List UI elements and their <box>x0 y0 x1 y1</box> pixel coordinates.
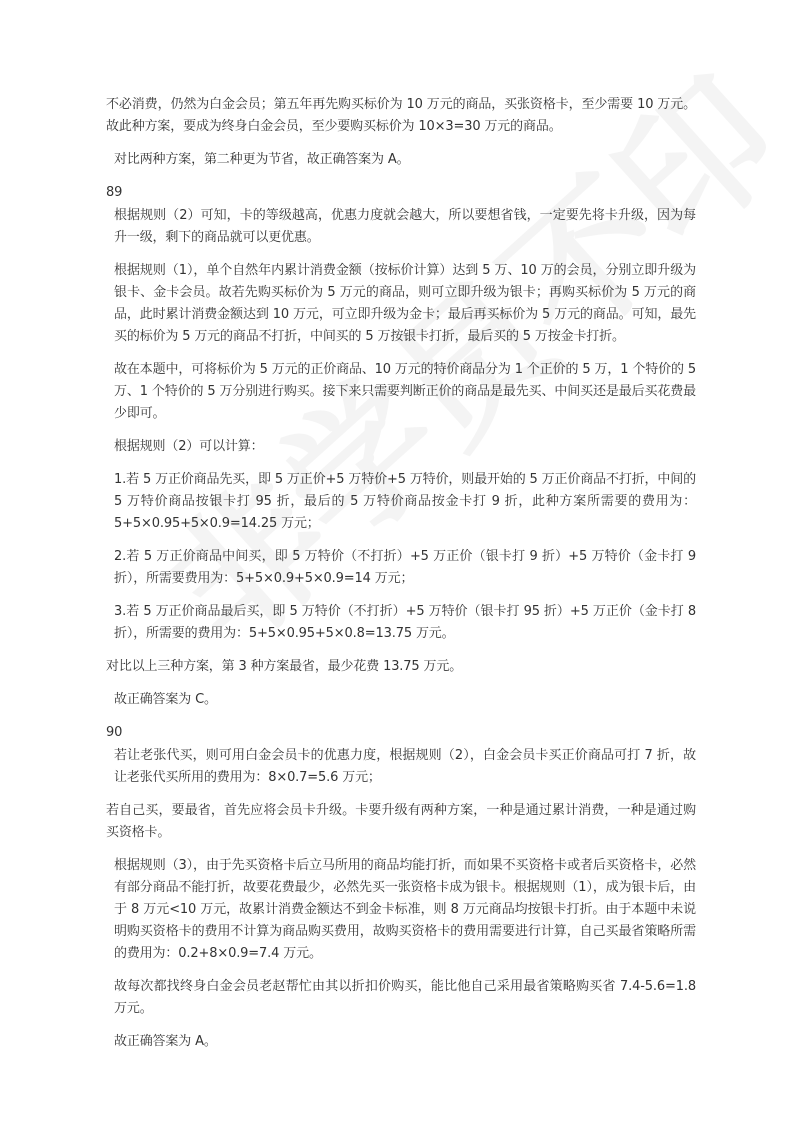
paragraph: 故正确答案为 C。 <box>114 692 217 707</box>
paragraph: 若自己买，要最省，首先应将会员卡升级。卡要升级有两种方案，一种是通过累计消费，一种是通过购买资格卡。 <box>106 803 696 840</box>
document-body <box>106 94 696 1064</box>
paragraph: 1.若 5 万正价商品先买，即 5 万正价+5 万特价+5 万特价，则最开始的 5 万正价商品不打折，中间的 5 万特价商品按银卡打 95 折，最后的 5 万特价商品按金卡打 9 折，此种方案所需要的费用为：5+5×0.95+5×0.9=14.25 万元； <box>114 472 696 531</box>
paragraph: 若让老张代买，则可用白金会员卡的优惠力度，根据规则（2），白金会员卡买正价商品可打 7 折，故让老张代买所用的费用为：8×0.7=5.6 万元； <box>114 748 696 785</box>
paragraph: 故正确答案为 A。 <box>114 1034 217 1049</box>
paragraph: 根据规则（3），由于先买资格卡后立马所用的商品均能打折，而如果不买资格卡或者后买资格卡，必然有部分商品不能打折，故要花费最少，必然先买一张资格卡成为银卡。根据规则（1），成为银卡后，由于 8 万元<10 万元，故累计消费金额达不到金卡标准，则 8 万元商品均按银卡打折。由于本题中未说明购买资格卡的费用不计算为商品购买费用，故购买资格卡的费用需要进行计算，自己买最省策略所需的费用为：0.2+8×0.9=7.4 万元。 <box>114 858 696 961</box>
paragraph: 根据规则（1），单个自然年内累计消费金额（按标价计算）达到 5 万、10 万的会员，分别立即升级为银卡、金卡会员。故若先购买标价为 5 万元的商品，则可立即升级为银卡；再购买标价为 5 万元的商品，此时累计消费金额达到 10 万元，可立即升级为金卡；最后再买标价为 5 万元的商品。可知，最先买的标价为 5 万元的商品不打折，中间买的 5 万按银卡打折，最后买的 5 万按金卡打折。 <box>114 263 696 344</box>
paragraph: 2.若 5 万正价商品中间买，即 5 万特价（不打折）+5 万正价（银卡打 9 折）+5 万特价（金卡打 9 折），所需要费用为：5+5×0.9+5×0.9=14 万元； <box>114 549 696 586</box>
question-number: 90 <box>106 725 123 740</box>
paragraph: 3.若 5 万正价商品最后买，即 5 万特价（不打折）+5 万特价（银卡打 95 折）+5 万正价（金卡打 8 折），所需要的费用为：5+5×0.95+5×0.8=13.75 万元。 <box>114 604 696 641</box>
paragraph: 根据规则（2）可知，卡的等级越高，优惠力度就会越大，所以要想省钱，一定要先将卡升级，因为每升一级，剩下的商品就可以更优惠。 <box>114 208 696 245</box>
paragraph: 故每次都找终身白金会员老赵帮忙由其以折扣价购买，能比他自己采用最省策略购买省 7.4-5.6=1.8 万元。 <box>114 979 696 1016</box>
paragraph: 不必消费，仍然为白金会员；第五年再先购买标价为 10 万元的商品，买张资格卡，至少需要 10 万元。故此种方案，要成为终身白金会员，至少要购买标价为 10×3=30 万元的商品。 <box>106 97 696 134</box>
paragraph: 根据规则（2）可以计算： <box>114 439 264 454</box>
paragraph: 对比两种方案，第二种更为节省，故正确答案为 A。 <box>114 152 410 167</box>
paragraph: 故在本题中，可将标价为 5 万元的正价商品、10 万元的特价商品分为 1 个正价的 5 万，1 个特价的 5 万、1 个特价的 5 万分别进行购买。接下来只需要判断正价的商品是最先买、中间买还是最后买花费最少即可。 <box>114 362 696 421</box>
question-number: 89 <box>106 185 123 200</box>
paragraph: 对比以上三种方案，第 3 种方案最省，最少花费 13.75 万元。 <box>106 659 463 674</box>
